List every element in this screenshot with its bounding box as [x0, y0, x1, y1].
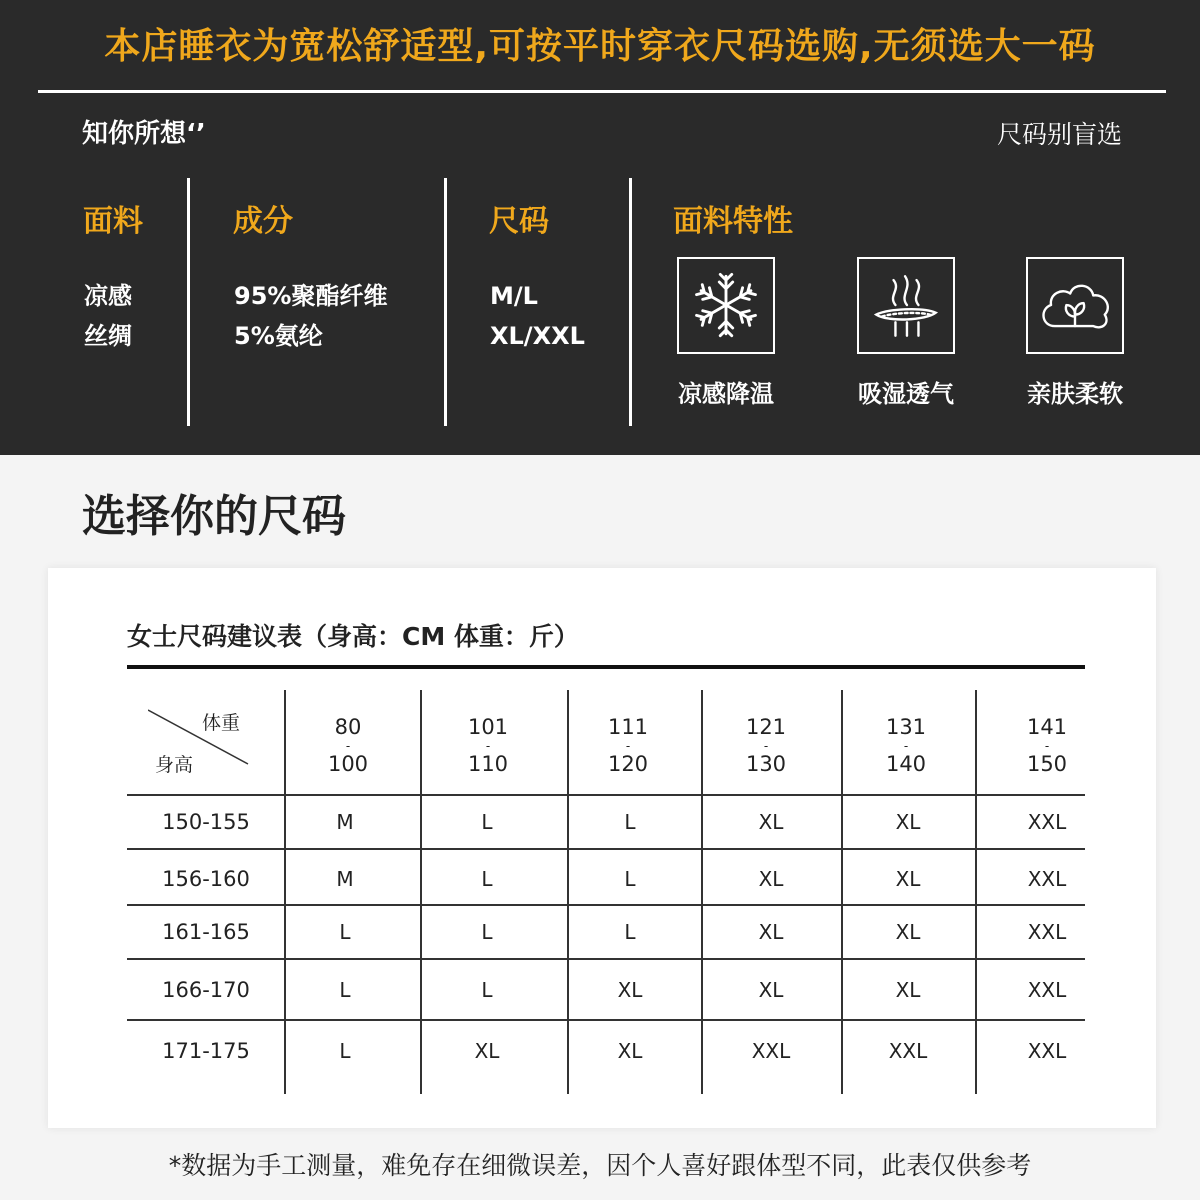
size-cell: XXL	[1027, 1039, 1067, 1063]
size-cell: L	[481, 978, 493, 1002]
composition-line: 5%氨纶	[234, 322, 323, 350]
column-divider	[629, 178, 632, 426]
info-panel	[0, 0, 1200, 455]
weight-header: 121 - 130	[745, 715, 787, 776]
column-divider	[444, 178, 447, 426]
fabric-heading: 面料	[83, 204, 143, 239]
weight-header: 101 - 110	[467, 715, 509, 776]
size-cell: XXL	[888, 1039, 928, 1063]
table-title: 女士尺码建议表（身高：CM 体重：斤）	[127, 622, 579, 651]
size-cell: M	[336, 867, 354, 891]
height-row-label: 150-155	[162, 810, 250, 834]
size-cell: L	[339, 978, 351, 1002]
weight-header: 141 - 150	[1026, 715, 1068, 776]
size-cell: XXL	[751, 1039, 791, 1063]
size-cell: XL	[895, 978, 921, 1002]
size-cell: XXL	[1027, 920, 1067, 944]
size-cell: XL	[895, 920, 921, 944]
size-cell: L	[624, 810, 636, 834]
table-title-rule	[127, 665, 1085, 669]
size-line: M/L	[490, 282, 538, 310]
size-cell: XL	[758, 920, 784, 944]
cotton-cloud-icon	[1026, 257, 1124, 354]
grid-line	[127, 958, 1085, 960]
size-cell: XL	[617, 978, 643, 1002]
size-cell: XL	[474, 1039, 500, 1063]
size-cell: XL	[895, 810, 921, 834]
breathable-fabric-icon	[857, 257, 955, 354]
size-heading: 尺码	[489, 204, 549, 239]
feature-label: 吸湿透气	[858, 380, 954, 408]
size-cell: XL	[758, 810, 784, 834]
features-heading: 面料特性	[673, 204, 793, 239]
composition-line: 95%聚酯纤维	[234, 282, 388, 310]
height-row-label: 156-160	[162, 867, 250, 891]
subheader-left: 知你所想‘’	[82, 119, 206, 149]
size-line: XL/XXL	[490, 322, 585, 350]
weight-header: 131 - 140	[885, 715, 927, 776]
size-cell: L	[481, 867, 493, 891]
size-cell: L	[624, 867, 636, 891]
size-cell: L	[624, 920, 636, 944]
fabric-line: 凉感	[84, 282, 132, 310]
size-cell: L	[339, 920, 351, 944]
footnote: *数据为手工测量，难免存在细微误差，因个人喜好跟体型不同，此表仅供参考	[168, 1151, 1032, 1180]
weight-header: 111 - 120	[607, 715, 649, 776]
snowflake-icon	[677, 257, 775, 354]
corner-height-label: 身高	[155, 754, 194, 776]
subheader-right: 尺码别盲选	[996, 120, 1122, 149]
corner-weight-label: 体重	[202, 712, 241, 734]
feature-label: 亲肤柔软	[1027, 380, 1123, 408]
size-cell: XXL	[1027, 867, 1067, 891]
size-cell: XL	[617, 1039, 643, 1063]
size-cell: M	[336, 810, 354, 834]
height-row-label: 171-175	[162, 1039, 250, 1063]
grid-line	[127, 848, 1085, 850]
divider	[38, 90, 1166, 93]
composition-heading: 成分	[233, 204, 293, 239]
weight-header: 80 - 100	[327, 715, 369, 776]
size-cell: XL	[895, 867, 921, 891]
section-title: 选择你的尺码	[82, 491, 346, 542]
feature-label: 凉感降温	[678, 380, 774, 408]
size-cell: XL	[758, 978, 784, 1002]
banner-notice: 本店睡衣为宽松舒适型,可按平时穿衣尺码选购,无须选大一码	[104, 26, 1096, 67]
column-divider	[187, 178, 190, 426]
size-cell: L	[339, 1039, 351, 1063]
size-cell: XL	[758, 867, 784, 891]
size-cell: XXL	[1027, 810, 1067, 834]
grid-line	[127, 794, 1085, 796]
height-row-label: 166-170	[162, 978, 250, 1002]
grid-line	[127, 904, 1085, 906]
size-cell: XXL	[1027, 978, 1067, 1002]
size-cell: L	[481, 810, 493, 834]
height-row-label: 161-165	[162, 920, 250, 944]
size-cell: L	[481, 920, 493, 944]
fabric-line: 丝绸	[84, 322, 132, 350]
grid-line	[127, 1019, 1085, 1021]
